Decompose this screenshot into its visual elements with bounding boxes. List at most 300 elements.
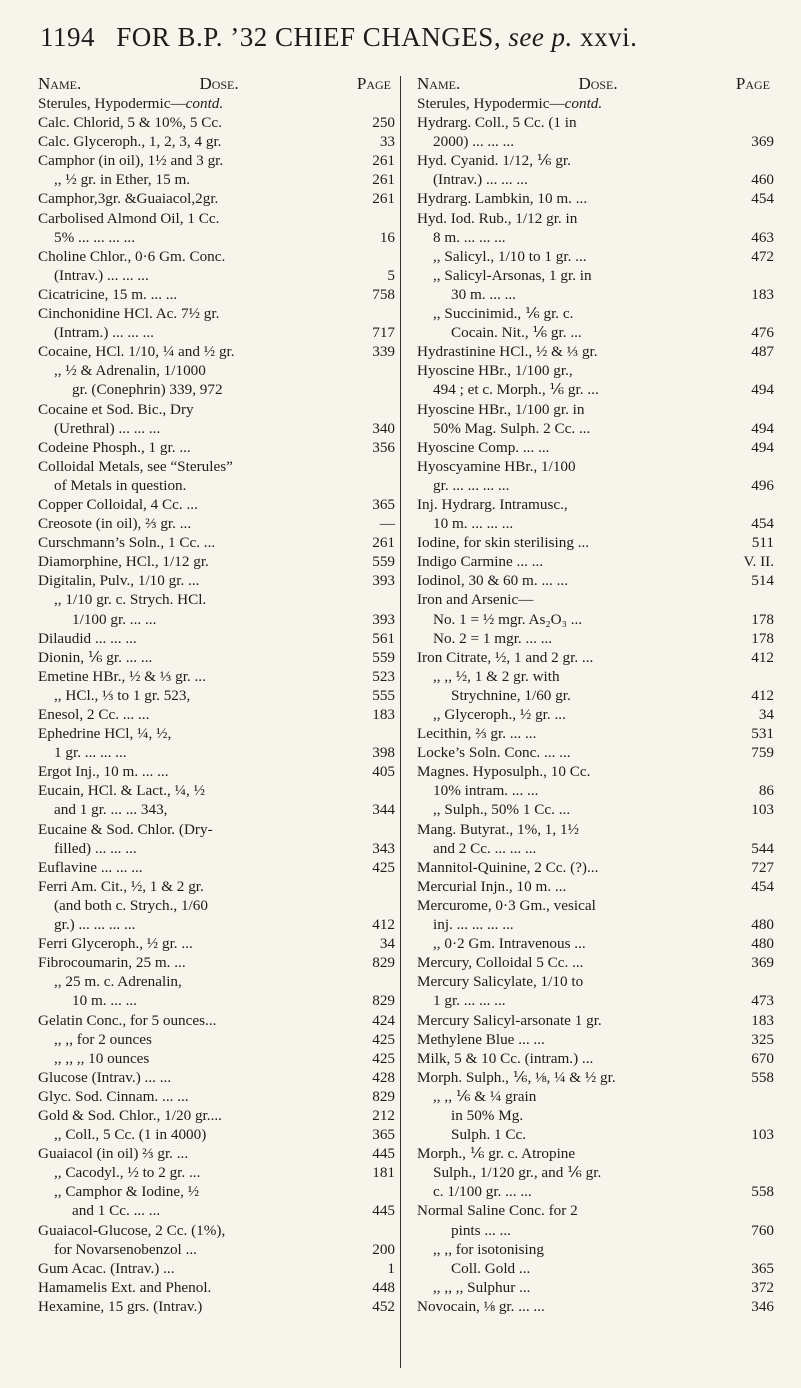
entry-text: ,, Glyceroph., ½ gr. ... xyxy=(433,706,566,723)
entry-page xyxy=(734,266,774,285)
index-entry xyxy=(417,209,774,228)
entry-page: 405 xyxy=(372,763,395,781)
index-entry xyxy=(417,228,774,247)
entry-text: Cocaine et Sod. Bic., Dry xyxy=(38,400,194,418)
entry-page: 558 xyxy=(751,1068,774,1086)
entry-text: pints ... ... xyxy=(451,1221,511,1239)
entry-text: Guaiacol-Glucose, 2 Cc. (1%), xyxy=(38,1221,226,1239)
col-head-page: Page xyxy=(735,74,770,93)
entry-text: Mercurial Injn., 10 m. ... xyxy=(417,877,567,895)
entry-page: 365 xyxy=(372,495,395,513)
index-entry xyxy=(38,1087,395,1106)
index-entry xyxy=(417,800,774,819)
index-entry xyxy=(417,495,774,514)
entry-text: Emetine HBr., ½ & ⅓ gr. ... xyxy=(38,667,206,685)
col-head-dose: Dose. xyxy=(199,74,239,93)
entry-page: 412 xyxy=(372,916,395,934)
entry-text: Camphor,3gr. &Guaiacol,2gr. xyxy=(38,190,219,208)
entry-text: Lecithin, ⅔ gr. ... ... xyxy=(417,725,537,743)
entry-text: ,, ,, ,, 10 ounces xyxy=(54,1049,150,1067)
entry-page xyxy=(734,1201,774,1220)
entry-text: ,, Camphor & Iodine, ½ xyxy=(54,1183,200,1201)
entry-text: Iron and Arsenic— xyxy=(417,591,534,609)
entry-page xyxy=(734,820,774,839)
index-entry xyxy=(38,1259,395,1278)
column-divider xyxy=(400,76,401,1368)
index-entry xyxy=(38,1011,395,1030)
entry-text: ,, ½ & Adrenalin, 1/1000 xyxy=(54,362,206,380)
index-entry xyxy=(38,1278,395,1297)
entry-text: ,, ½ gr. in Ether, 15 m. xyxy=(54,171,191,189)
entry-page: 445 xyxy=(372,1145,395,1163)
entry-text: ,, Coll., 5 Cc. (1 in 4000) xyxy=(54,1126,207,1144)
index-entry xyxy=(417,323,774,342)
entry-text: Locke’s Soln. Conc. ... ... xyxy=(417,744,571,762)
entry-page: 261 xyxy=(372,190,395,208)
header-see: see p. xyxy=(508,22,573,52)
index-entry xyxy=(38,972,395,991)
entry-page: 460 xyxy=(751,171,774,189)
entry-page: 454 xyxy=(751,190,774,208)
entry-text: Ferri Glyceroph., ½ gr. ... xyxy=(38,935,193,953)
index-entry xyxy=(417,724,774,743)
index-entry xyxy=(417,1011,774,1030)
entry-text: Ferri Am. Cit., ½, 1 & 2 gr. xyxy=(38,877,204,895)
index-entry xyxy=(417,1068,774,1087)
entry-text: Hyoscyamine HBr., 1/100 xyxy=(417,457,576,475)
header-see-ref: xxvi. xyxy=(580,22,638,52)
index-entry xyxy=(417,1259,774,1278)
col-head-name: Name. xyxy=(38,74,82,93)
entry-text: Hexamine, 15 grs. (Intrav.) xyxy=(38,1297,203,1315)
entry-page xyxy=(734,1087,774,1106)
entry-page: 412 xyxy=(751,648,774,666)
entry-text: ,, Salicyl., 1/10 to 1 gr. ... xyxy=(433,247,587,265)
index-entry xyxy=(417,1182,774,1201)
index-entry xyxy=(38,705,395,724)
index-entry xyxy=(38,953,395,972)
entry-page xyxy=(355,724,395,743)
entry-page xyxy=(734,495,774,514)
entry-text: Copper Colloidal, 4 Cc. ... xyxy=(38,495,198,513)
index-entry xyxy=(417,361,774,380)
index-entry xyxy=(38,1049,395,1068)
entry-page: 393 xyxy=(372,572,395,590)
entry-text: Calc. Glyceroph., 1, 2, 3, 4 gr. xyxy=(38,133,222,151)
index-entry xyxy=(417,858,774,877)
index-entry xyxy=(417,266,774,285)
index-entry xyxy=(38,228,395,247)
entry-page: 559 xyxy=(372,553,395,571)
index-entry xyxy=(417,533,774,552)
index-entry xyxy=(38,514,395,533)
index-entry xyxy=(417,820,774,839)
entry-text: Milk, 5 & 10 Cc. (intram.) ... xyxy=(417,1049,594,1067)
entry-text: ,, ,, ⅙ & ¼ grain xyxy=(433,1087,537,1105)
entry-page: 758 xyxy=(372,285,395,303)
entry-page: 759 xyxy=(751,744,774,762)
entry-page: 183 xyxy=(751,285,774,303)
entry-page: 181 xyxy=(372,1164,395,1182)
entry-text: gr.) ... ... ... ... xyxy=(54,916,136,934)
entry-text: 5% ... ... ... ... xyxy=(54,228,135,246)
entry-text: ,, Salicyl-Arsonas, 1 gr. in xyxy=(433,266,592,284)
entry-page xyxy=(355,1182,395,1201)
entry-page: 452 xyxy=(372,1297,395,1315)
entry-page: 261 xyxy=(372,152,395,170)
entry-text: Enesol, 2 Cc. ... ... xyxy=(38,706,150,723)
entry-page xyxy=(734,400,774,419)
entry-text: Glyc. Sod. Cinnam. ... ... xyxy=(38,1087,189,1105)
right-column-header xyxy=(417,74,774,94)
index-entry xyxy=(38,877,395,896)
entry-text: Mercury Salicyl-arsonate 1 gr. xyxy=(417,1011,602,1029)
entry-text: Mang. Butyrat., 1%, 1, 1½ xyxy=(417,820,579,838)
entry-page: 514 xyxy=(751,572,774,590)
entry-page: 212 xyxy=(372,1106,395,1124)
entry-text: Curschmann’s Soln., 1 Cc. ... xyxy=(38,534,216,552)
entry-text: Camphor (in oil), 1½ and 3 gr. xyxy=(38,152,224,170)
entry-text: (Urethral) ... ... ... xyxy=(54,419,161,437)
header-title: FOR B.P. ’32 CHIEF CHANGES, xyxy=(116,22,502,52)
entry-text: Colloidal Metals, see “Sterules” xyxy=(38,457,233,475)
index-entry xyxy=(417,839,774,858)
entry-page xyxy=(734,209,774,228)
index-entry xyxy=(417,781,774,800)
entry-text: Codeine Phosph., 1 gr. ... xyxy=(38,438,191,456)
index-entry xyxy=(38,1182,395,1201)
entry-page xyxy=(734,762,774,781)
index-entry xyxy=(417,629,774,648)
entry-text: ,, Sulph., 50% 1 Cc. ... xyxy=(433,801,571,819)
index-entry xyxy=(417,170,774,189)
entry-page: 555 xyxy=(372,686,395,704)
running-header xyxy=(40,22,770,62)
entry-page: — xyxy=(379,515,395,533)
index-entry xyxy=(38,915,395,934)
entry-page xyxy=(355,247,395,266)
entry-page: 343 xyxy=(372,839,395,857)
entry-page: 448 xyxy=(372,1278,395,1296)
index-entry xyxy=(417,571,774,590)
index-entry xyxy=(417,247,774,266)
entry-text: 1 gr. ... ... ... xyxy=(433,992,506,1010)
index-entry xyxy=(417,1297,774,1316)
entry-text: Dionin, ⅙ gr. ... ... xyxy=(38,648,153,666)
index-entry xyxy=(38,724,395,743)
entry-page xyxy=(355,972,395,991)
entry-page xyxy=(355,457,395,476)
index-entry xyxy=(38,323,395,342)
index-entry xyxy=(38,629,395,648)
index-entry xyxy=(417,400,774,419)
entry-text: 1 gr. ... ... ... xyxy=(54,744,127,762)
entry-page xyxy=(734,1106,774,1125)
entry-text: (Intram.) ... ... ... xyxy=(54,324,154,342)
entry-text: Ergot Inj., 10 m. ... ... xyxy=(38,763,169,781)
index-entry xyxy=(417,877,774,896)
entry-text: in 50% Mg. xyxy=(451,1106,524,1124)
index-entry xyxy=(417,915,774,934)
entry-page xyxy=(734,1240,774,1259)
index-entry xyxy=(417,94,774,113)
entry-text: for Novarsenobenzol ... xyxy=(54,1240,197,1258)
entry-page xyxy=(734,972,774,991)
entry-page: 34 xyxy=(758,706,774,723)
entry-page xyxy=(734,1163,774,1182)
entry-page: 558 xyxy=(751,1183,774,1201)
entry-page xyxy=(355,820,395,839)
entry-page xyxy=(734,304,774,323)
index-entry xyxy=(417,1201,774,1220)
index-entry xyxy=(38,648,395,667)
entry-text: Gum Acac. (Intrav.) ... xyxy=(38,1259,175,1277)
entry-page: 829 xyxy=(372,992,395,1010)
entry-text: ,, Cacodyl., ½ to 2 gr. ... xyxy=(54,1164,201,1182)
index-entry xyxy=(38,247,395,266)
index-entry xyxy=(417,1125,774,1144)
entry-text: Coll. Gold ... xyxy=(451,1259,531,1277)
entry-page: 183 xyxy=(751,1011,774,1029)
entry-text: Hamamelis Ext. and Phenol. xyxy=(38,1278,212,1296)
contd-label: contd. xyxy=(564,95,603,112)
index-entry xyxy=(38,686,395,705)
index-entry xyxy=(417,1221,774,1240)
index-entry xyxy=(38,590,395,609)
entry-page: 480 xyxy=(751,916,774,934)
index-entry xyxy=(417,151,774,170)
entry-text: gr. (Conephrin) 339, 972 xyxy=(72,381,223,399)
entry-page: 829 xyxy=(372,954,395,972)
index-entry xyxy=(417,934,774,953)
entry-page: 480 xyxy=(751,935,774,953)
index-entry xyxy=(417,686,774,705)
entry-page: 261 xyxy=(372,534,395,552)
index-entry xyxy=(38,304,395,323)
entry-page: 727 xyxy=(751,858,774,876)
col-head-dose: Dose. xyxy=(578,74,618,93)
entry-text: Cocain. Nit., ⅙ gr. ... xyxy=(451,324,582,342)
entry-text: Sterules, Hypodermic—contd. xyxy=(417,95,603,112)
entry-page: 178 xyxy=(751,629,774,647)
index-entry xyxy=(417,705,774,724)
entry-text: 494 ; et c. Morph., ⅙ gr. ... xyxy=(433,381,599,399)
index-entry xyxy=(38,552,395,571)
entry-text: Mercury, Colloidal 5 Cc. ... xyxy=(417,954,584,972)
entry-text: Normal Saline Conc. for 2 xyxy=(417,1202,578,1220)
index-entry xyxy=(38,667,395,686)
index-entry xyxy=(38,743,395,762)
entry-page: 760 xyxy=(751,1221,774,1239)
entry-page: 393 xyxy=(372,610,395,628)
entry-text: Morph., ⅙ gr. c. Atropine xyxy=(417,1145,576,1163)
index-entry xyxy=(417,590,774,609)
entry-page xyxy=(355,590,395,609)
entry-text: Hyoscine HBr., 1/100 gr., xyxy=(417,362,573,380)
index-entry xyxy=(38,438,395,457)
index-entry xyxy=(38,400,395,419)
entry-text: Hydrastinine HCl., ½ & ⅓ gr. xyxy=(417,343,598,361)
entry-text: filled) ... ... ... xyxy=(54,839,137,857)
index-entry xyxy=(38,132,395,151)
entry-page xyxy=(734,361,774,380)
entry-text: ,, 1/10 gr. c. Strych. HCl. xyxy=(54,591,207,609)
entry-text: Hyd. Cyanid. 1/12, ⅙ gr. xyxy=(417,152,571,170)
entry-page: 523 xyxy=(372,667,395,685)
entry-page xyxy=(734,590,774,609)
entry-page: 496 xyxy=(751,476,774,494)
entry-text: Methylene Blue ... ... xyxy=(417,1030,545,1048)
entry-page: 339 xyxy=(372,343,395,361)
entry-page: 494 xyxy=(751,438,774,456)
right-column xyxy=(417,74,774,1316)
index-entry xyxy=(417,1163,774,1182)
index-entry xyxy=(38,113,395,132)
entry-text: Mercury Salicylate, 1/10 to xyxy=(417,973,584,991)
index-entry xyxy=(38,1297,395,1316)
entry-page: 454 xyxy=(751,515,774,533)
entry-text: 2000) ... ... ... xyxy=(433,133,514,151)
entry-page xyxy=(355,380,395,399)
entry-page: 369 xyxy=(751,954,774,972)
entry-text: Strychnine, 1/60 gr. xyxy=(451,686,571,704)
entry-page xyxy=(355,1221,395,1240)
index-entry xyxy=(38,380,395,399)
entry-page xyxy=(355,781,395,800)
entry-page: 344 xyxy=(372,801,395,819)
index-entry xyxy=(38,820,395,839)
entry-page: 425 xyxy=(372,1049,395,1067)
entry-text: Guaiacol (in oil) ⅔ gr. ... xyxy=(38,1145,189,1163)
entry-page xyxy=(355,94,395,113)
entry-text: (and both c. Strych., 1/60 xyxy=(54,896,208,914)
index-entry xyxy=(417,113,774,132)
entry-page: 86 xyxy=(758,782,774,800)
index-entry xyxy=(417,132,774,151)
entry-text: Euflavine ... ... ... xyxy=(38,858,143,876)
index-entry xyxy=(417,762,774,781)
index-entry xyxy=(417,667,774,686)
entry-page xyxy=(734,113,774,132)
entry-text: Gold & Sod. Chlor., 1/20 gr.... xyxy=(38,1106,222,1124)
index-entry xyxy=(38,476,395,495)
entry-page: 178 xyxy=(751,610,774,628)
contd-label: contd. xyxy=(185,95,224,112)
entry-text: Indigo Carmine ... ... xyxy=(417,553,544,571)
entry-text: ,, ,, ,, Sulphur ... xyxy=(433,1278,531,1296)
index-entry xyxy=(417,514,774,533)
entry-text: 10 m. ... ... ... xyxy=(433,515,514,533)
index-entry xyxy=(38,800,395,819)
entry-text: c. 1/100 gr. ... ... xyxy=(433,1183,532,1201)
index-entry xyxy=(38,189,395,208)
entry-text: Mannitol-Quinine, 2 Cc. (?)... xyxy=(417,858,599,876)
index-entry xyxy=(38,94,395,113)
entry-page: 183 xyxy=(372,706,395,723)
index-entry xyxy=(38,266,395,285)
entry-text: Gelatin Conc., for 5 ounces... xyxy=(38,1011,217,1029)
index-entry xyxy=(38,419,395,438)
entry-text: ,, 0·2 Gm. Intravenous ... xyxy=(433,935,586,953)
index-entry xyxy=(38,991,395,1010)
entry-page: 5 xyxy=(387,266,395,284)
entry-page: 346 xyxy=(751,1297,774,1315)
entry-page: 34 xyxy=(379,935,395,953)
index-entry xyxy=(417,380,774,399)
index-entry xyxy=(38,342,395,361)
entry-text: No. 2 = 1 mgr. ... ... xyxy=(433,629,553,647)
entry-text: Iodinol, 30 & 60 m. ... ... xyxy=(417,572,569,590)
entry-text: 10 m. ... ... xyxy=(72,992,137,1010)
index-entry xyxy=(417,1106,774,1125)
index-entry xyxy=(38,858,395,877)
index-entry xyxy=(38,839,395,858)
entry-text: Carbolised Almond Oil, 1 Cc. xyxy=(38,209,220,227)
entry-text: Hyd. Iod. Rub., 1/12 gr. in xyxy=(417,209,578,227)
entry-page xyxy=(734,94,774,113)
entry-page: 428 xyxy=(372,1068,395,1086)
entry-page: 425 xyxy=(372,858,395,876)
entry-page: 463 xyxy=(751,228,774,246)
index-entry xyxy=(38,1221,395,1240)
entry-page: 472 xyxy=(751,247,774,265)
entry-text: ,, HCl., ⅓ to 1 gr. 523, xyxy=(54,686,191,704)
entry-text: Choline Chlor., 0·6 Gm. Conc. xyxy=(38,247,226,265)
entry-page: 425 xyxy=(372,1030,395,1048)
index-entry xyxy=(417,1144,774,1163)
entry-page: 103 xyxy=(751,801,774,819)
entry-page: 829 xyxy=(372,1087,395,1105)
entry-text: Cicatricine, 15 m. ... ... xyxy=(38,285,178,303)
entry-text: Fibrocoumarin, 25 m. ... xyxy=(38,954,186,972)
entry-page: 325 xyxy=(751,1030,774,1048)
entry-page: 494 xyxy=(751,419,774,437)
entry-text: Sulph., 1/120 gr., and ⅙ gr. xyxy=(433,1164,602,1182)
index-entry xyxy=(417,1030,774,1049)
right-entries xyxy=(417,94,774,1316)
entry-page xyxy=(355,304,395,323)
entry-page: 250 xyxy=(372,114,395,132)
index-entry xyxy=(38,1030,395,1049)
entry-text: Magnes. Hyposulph., 10 Cc. xyxy=(417,763,591,781)
entry-text: 8 m. ... ... ... xyxy=(433,228,506,246)
entry-text: (Intrav.) ... ... ... xyxy=(433,171,528,189)
entry-page: 398 xyxy=(372,744,395,762)
entry-text: Dilaudid ... ... ... xyxy=(38,629,137,647)
index-entry xyxy=(38,151,395,170)
entry-text: Diamorphine, HCl., 1/12 gr. xyxy=(38,553,209,571)
index-entry xyxy=(417,476,774,495)
index-entry xyxy=(38,1201,395,1220)
entry-page xyxy=(355,209,395,228)
entry-text: No. 1 = ½ mgr. As₂O₃ ... xyxy=(433,610,583,628)
index-entry xyxy=(38,610,395,629)
entry-text: ,, ,, for isotonising xyxy=(433,1240,544,1258)
index-entry xyxy=(38,209,395,228)
entry-page: 559 xyxy=(372,648,395,666)
index-entry xyxy=(417,419,774,438)
entry-page: 356 xyxy=(372,438,395,456)
index-entry xyxy=(38,934,395,953)
index-entry xyxy=(417,1087,774,1106)
entry-page xyxy=(734,896,774,915)
entry-text: gr. ... ... ... ... xyxy=(433,476,510,494)
entry-text: Hyoscine Comp. ... ... xyxy=(417,438,550,456)
entry-text: 1/100 gr. ... ... xyxy=(72,610,157,628)
left-column-header xyxy=(38,74,395,94)
entry-text: Sterules, Hypodermic—contd. xyxy=(38,95,224,112)
entry-text: Novocain, ⅛ gr. ... ... xyxy=(417,1297,545,1315)
